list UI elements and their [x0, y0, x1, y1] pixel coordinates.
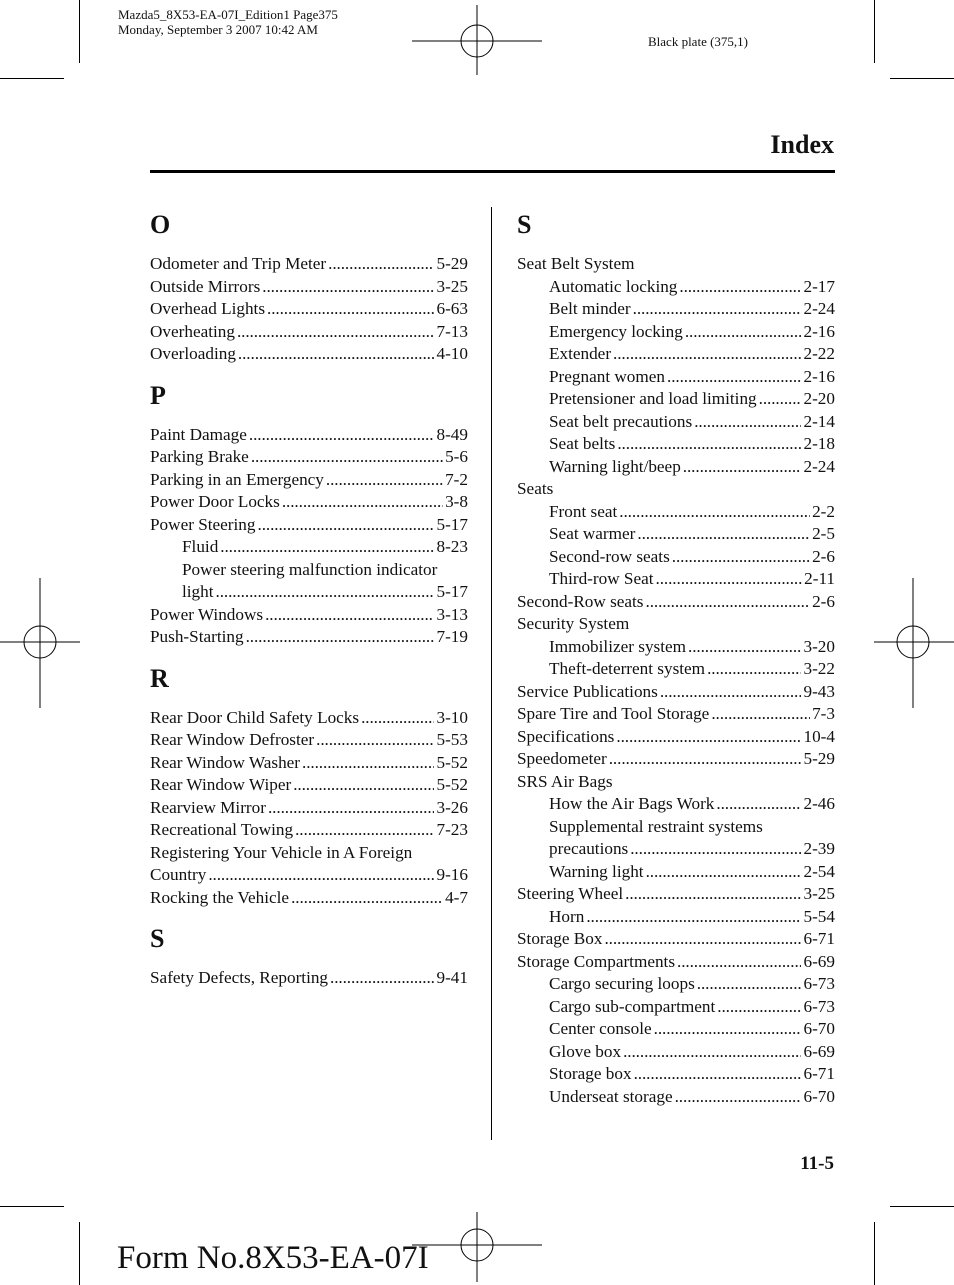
index-subentry [517, 546, 835, 569]
print-meta-line-2: Monday, September 3 2007 10:42 AM [118, 22, 318, 37]
index-column-left [150, 207, 468, 990]
index-entry [517, 883, 835, 906]
entry-text: Rear Window Washer [150, 752, 301, 772]
entry-text: Rocking the Vehicle [150, 887, 290, 907]
entry-page-number: 3-25 [803, 884, 835, 903]
entry-page-number: 2-11 [804, 569, 835, 588]
entry-text: Extender [549, 344, 612, 363]
index-subentry [517, 501, 835, 524]
entry-page-number: 7-2 [445, 469, 468, 489]
dot-leader [660, 681, 802, 704]
entry-page-number: 2-20 [803, 389, 835, 408]
dot-leader [330, 967, 434, 990]
index-subentry [517, 343, 835, 366]
index-entry [150, 819, 468, 842]
entry-page-number: 5-29 [436, 254, 468, 273]
index-entry [150, 514, 468, 537]
index-entry [150, 774, 468, 797]
dot-leader [616, 726, 801, 749]
dot-leader [216, 581, 435, 604]
index-subentry: Power steering malfunction indicator [182, 559, 438, 579]
entry-text: Power Door Locks [150, 492, 280, 511]
entry-page-number: 6-71 [803, 1064, 835, 1083]
entry-page-number: 3-20 [803, 636, 835, 656]
crop-mark [874, 0, 875, 63]
dot-leader [637, 523, 810, 546]
dot-leader [675, 1086, 802, 1109]
entry-page-number: 5-52 [436, 775, 468, 794]
entry-text: Service Publications [517, 681, 658, 701]
entry-text: Safety Defects, Reporting [150, 968, 329, 987]
registration-mark-icon [412, 5, 542, 75]
entry-text: How the Air Bags Work [549, 794, 715, 813]
entry-page-number: 4-10 [436, 344, 468, 363]
index-entry [150, 321, 468, 344]
index-heading: Seat Belt System [517, 254, 635, 273]
entry-page-number: 5-17 [436, 582, 468, 601]
index-subentry [517, 636, 835, 659]
index-column-right [517, 207, 835, 1108]
dot-leader [656, 568, 803, 591]
dot-leader [685, 321, 802, 344]
registration-mark-icon [874, 578, 954, 708]
entry-text: Rear Window Wiper [150, 775, 292, 794]
entry-text: Parking Brake [150, 447, 249, 466]
dot-leader [316, 729, 434, 752]
crop-mark [874, 1222, 875, 1285]
index-subentry: Supplemental restraint systems [549, 816, 763, 836]
index-subentry [517, 658, 835, 681]
entry-text: Rear Window Defroster [150, 730, 315, 749]
entry-page-number: 2-54 [803, 861, 835, 881]
form-number: Form No.8X53-EA-07I [117, 1240, 429, 1276]
entry-text: Recreational Towing [150, 820, 294, 839]
index-subentry [150, 536, 468, 559]
index-entry [517, 681, 835, 704]
entry-text: Third-row Seat [549, 569, 654, 588]
entry-page-number: 2-2 [812, 501, 835, 521]
dot-leader [613, 343, 801, 366]
entry-page-number: 2-18 [803, 434, 835, 453]
dot-leader [258, 514, 435, 537]
entry-text: Pretensioner and load limiting [549, 389, 757, 408]
entry-text: Belt minder [549, 299, 631, 318]
entry-page-number: 5-52 [436, 752, 468, 772]
crop-mark [79, 0, 80, 63]
dot-leader [672, 546, 810, 569]
dot-leader [646, 861, 802, 884]
index-heading: Registering Your Vehicle in A Foreign [150, 842, 413, 862]
dot-leader [251, 446, 443, 469]
index-entry [150, 797, 468, 820]
dot-leader [677, 951, 801, 974]
dot-leader [654, 1018, 802, 1041]
dot-leader [302, 752, 434, 775]
crop-mark [79, 1222, 80, 1285]
title-divider [150, 170, 835, 173]
entry-text: Cargo securing loops [549, 974, 695, 993]
dot-leader [646, 591, 811, 614]
dot-leader [208, 864, 434, 887]
dot-leader [697, 973, 802, 996]
entry-text: Center console [549, 1019, 652, 1038]
dot-leader [707, 658, 801, 681]
index-entry [150, 729, 468, 752]
entry-page-number: 3-13 [436, 604, 468, 624]
entry-text: Second-row seats [549, 546, 670, 566]
entry-text: Overheating [150, 321, 235, 341]
section-letter: O [150, 210, 171, 239]
dot-leader [265, 604, 434, 627]
index-subentry [517, 523, 835, 546]
index-subentry [150, 581, 468, 604]
section-letter: R [150, 663, 169, 693]
crop-mark [890, 78, 954, 79]
entry-page-number: 6-69 [803, 951, 835, 971]
entry-page-number: 8-23 [436, 537, 468, 556]
entry-text: Storage box [549, 1064, 632, 1083]
index-subentry [517, 388, 835, 411]
entry-text: Speedometer [517, 749, 607, 768]
entry-page-number: 9-16 [436, 865, 468, 884]
dot-leader [291, 887, 443, 910]
index-subentry [517, 568, 835, 591]
print-metadata [118, 7, 338, 37]
section-letter: S [150, 924, 165, 953]
page-title: Index [770, 130, 834, 159]
entry-text: Immobilizer system [549, 636, 686, 656]
entry-text: Horn [549, 906, 585, 926]
entry-text: Steering Wheel [517, 884, 624, 903]
dot-leader [220, 536, 434, 559]
section-letter: P [150, 380, 166, 410]
entry-text: Emergency locking [549, 321, 683, 341]
entry-page-number: 7-3 [812, 704, 835, 723]
dot-leader [246, 626, 435, 649]
entry-page-number: 6-63 [436, 299, 468, 318]
dot-leader [609, 748, 802, 771]
entry-text: Fluid [182, 537, 219, 556]
entry-page-number: 2-16 [803, 366, 835, 386]
index-entry [517, 703, 835, 726]
entry-text: Overhead Lights [150, 299, 266, 318]
entry-text: Odometer and Trip Meter [150, 254, 327, 273]
entry-page-number: 5-17 [436, 514, 468, 534]
dot-leader [667, 366, 801, 389]
entry-text: Storage Compartments [517, 951, 676, 971]
dot-leader [630, 838, 801, 861]
index-entry [150, 343, 468, 366]
registration-mark-icon [0, 578, 80, 708]
entry-page-number: 2-6 [812, 591, 835, 611]
entry-text: Storage Box [517, 929, 603, 948]
dot-leader [716, 793, 801, 816]
dot-leader [237, 321, 435, 344]
entry-text: Warning light [549, 861, 644, 881]
index-heading: Seats [517, 479, 554, 498]
entry-page-number: 3-25 [436, 276, 468, 296]
dot-leader [688, 636, 801, 659]
entry-page-number: 2-22 [803, 344, 835, 363]
entry-page-number: 3-8 [445, 492, 468, 511]
dot-leader [238, 343, 435, 366]
entry-text: Underseat storage [549, 1086, 673, 1106]
index-entry [150, 424, 468, 447]
entry-text: light [182, 582, 214, 601]
index-entry [517, 748, 835, 771]
index-subentry [517, 411, 835, 434]
index-subentry [517, 366, 835, 389]
entry-text: Pregnant women [549, 366, 665, 386]
index-entry [517, 928, 835, 951]
dot-leader [717, 996, 801, 1019]
entry-text: Overloading [150, 344, 236, 363]
column-divider [491, 207, 492, 1140]
entry-page-number: 2-24 [803, 299, 835, 318]
entry-text: Glove box [549, 1041, 622, 1061]
index-subentry [517, 861, 835, 884]
entry-page-number: 6-70 [803, 1086, 835, 1106]
index-entry [517, 951, 835, 974]
index-subentry [517, 433, 835, 456]
entry-text: Parking in an Emergency [150, 469, 324, 489]
index-subentry [517, 1041, 835, 1064]
entry-text: Rear Door Child Safety Locks [150, 707, 360, 727]
entry-page-number: 2-24 [803, 456, 835, 476]
entry-text: Power Steering [150, 514, 256, 534]
entry-text: Push-Starting [150, 627, 244, 646]
index-subentry [517, 1063, 835, 1086]
plate-label: Black plate (375,1) [648, 34, 748, 49]
dot-leader [295, 819, 434, 842]
entry-text: Spare Tire and Tool Storage [517, 704, 710, 723]
entry-page-number: 3-10 [436, 707, 468, 727]
entry-page-number: 2-46 [803, 794, 835, 813]
entry-text: Power Windows [150, 604, 264, 624]
entry-text: Front seat [549, 501, 618, 521]
entry-text: Second-Row seats [517, 591, 644, 611]
dot-leader [268, 797, 435, 820]
dot-leader [694, 411, 801, 434]
dot-leader [249, 424, 435, 447]
entry-page-number: 2-16 [803, 321, 835, 341]
dot-leader [604, 928, 801, 951]
dot-leader [759, 388, 802, 411]
entry-page-number: 7-23 [436, 820, 468, 839]
dot-leader [293, 774, 434, 797]
index-entry [517, 726, 835, 749]
index-subentry [517, 298, 835, 321]
index-entry [150, 864, 468, 887]
dot-leader [711, 703, 810, 726]
entry-page-number: 3-26 [436, 797, 468, 817]
entry-page-number: 2-5 [812, 524, 835, 543]
print-meta-line-1: Mazda5_8X53-EA-07I_Edition1 Page375 [118, 7, 338, 22]
entry-text: Warning light/beep [549, 456, 681, 476]
entry-text: Automatic locking [549, 276, 678, 296]
entry-page-number: 2-17 [803, 276, 835, 296]
index-entry [150, 887, 468, 910]
page-number: 11-5 [800, 1153, 834, 1174]
dot-leader [679, 276, 801, 299]
dot-leader [633, 298, 802, 321]
entry-page-number: 3-22 [803, 659, 835, 678]
entry-page-number: 2-14 [803, 411, 835, 431]
dot-leader [267, 298, 434, 321]
entry-page-number: 2-39 [803, 839, 835, 858]
dot-leader [328, 253, 434, 276]
index-entry [150, 276, 468, 299]
entry-text: Theft-deterrent system [549, 659, 706, 678]
entry-text: Paint Damage [150, 424, 247, 444]
crop-mark [0, 1206, 64, 1207]
entry-page-number: 5-53 [436, 730, 468, 749]
index-heading: Security System [517, 614, 630, 633]
dot-leader [617, 433, 801, 456]
entry-page-number: 9-41 [436, 968, 468, 987]
entry-page-number: 9-43 [803, 681, 835, 701]
entry-text: Specifications [517, 726, 615, 746]
dot-leader [361, 707, 434, 730]
entry-page-number: 6-70 [803, 1019, 835, 1038]
index-subentry [517, 276, 835, 299]
index-entry [517, 591, 835, 614]
entry-page-number: 2-6 [812, 546, 835, 566]
entry-page-number: 6-71 [803, 929, 835, 948]
index-entry [150, 253, 468, 276]
dot-leader [619, 501, 810, 524]
index-entry [150, 626, 468, 649]
section-letter: S [517, 210, 532, 239]
entry-page-number: 10-4 [803, 726, 835, 746]
dot-leader [586, 906, 801, 929]
dot-leader [262, 276, 434, 299]
entry-page-number: 5-29 [803, 749, 835, 768]
entry-page-number: 6-73 [803, 974, 835, 993]
entry-text: precautions [549, 839, 629, 858]
index-entry [150, 967, 468, 990]
index-subentry [517, 1018, 835, 1041]
dot-leader [282, 491, 443, 514]
index-entry [150, 752, 468, 775]
index-subentry [517, 838, 835, 861]
crop-mark [0, 78, 64, 79]
index-subentry [517, 793, 835, 816]
entry-text: Cargo sub-compartment [549, 996, 716, 1016]
entry-text: Country [150, 865, 207, 884]
entry-text: Outside Mirrors [150, 276, 261, 296]
index-entry [150, 298, 468, 321]
entry-text: Seat belt precautions [549, 411, 693, 431]
dot-leader [625, 883, 801, 906]
dot-leader [634, 1063, 802, 1086]
entry-page-number: 4-7 [445, 887, 468, 907]
dot-leader [326, 469, 443, 492]
entry-page-number: 5-6 [445, 447, 468, 466]
crop-mark [890, 1206, 954, 1207]
index-entry [150, 446, 468, 469]
index-entry [150, 604, 468, 627]
dot-leader [623, 1041, 801, 1064]
index-subentry [517, 996, 835, 1019]
index-entry [150, 491, 468, 514]
index-subentry [517, 906, 835, 929]
entry-page-number: 6-69 [803, 1041, 835, 1061]
entry-text: Seat belts [549, 434, 616, 453]
index-entry [150, 469, 468, 492]
entry-page-number: 7-13 [436, 321, 468, 341]
index-subentry [517, 456, 835, 479]
entry-page-number: 8-49 [436, 424, 468, 444]
index-subentry [517, 1086, 835, 1109]
index-subentry [517, 321, 835, 344]
entry-page-number: 6-73 [803, 996, 835, 1016]
index-heading: SRS Air Bags [517, 771, 613, 791]
entry-text: Seat warmer [549, 524, 636, 543]
entry-page-number: 7-19 [436, 627, 468, 646]
index-subentry [517, 973, 835, 996]
entry-text: Rearview Mirror [150, 797, 266, 817]
entry-page-number: 5-54 [803, 906, 835, 926]
dot-leader [683, 456, 802, 479]
registration-mark-icon [412, 1212, 542, 1282]
index-entry [150, 707, 468, 730]
